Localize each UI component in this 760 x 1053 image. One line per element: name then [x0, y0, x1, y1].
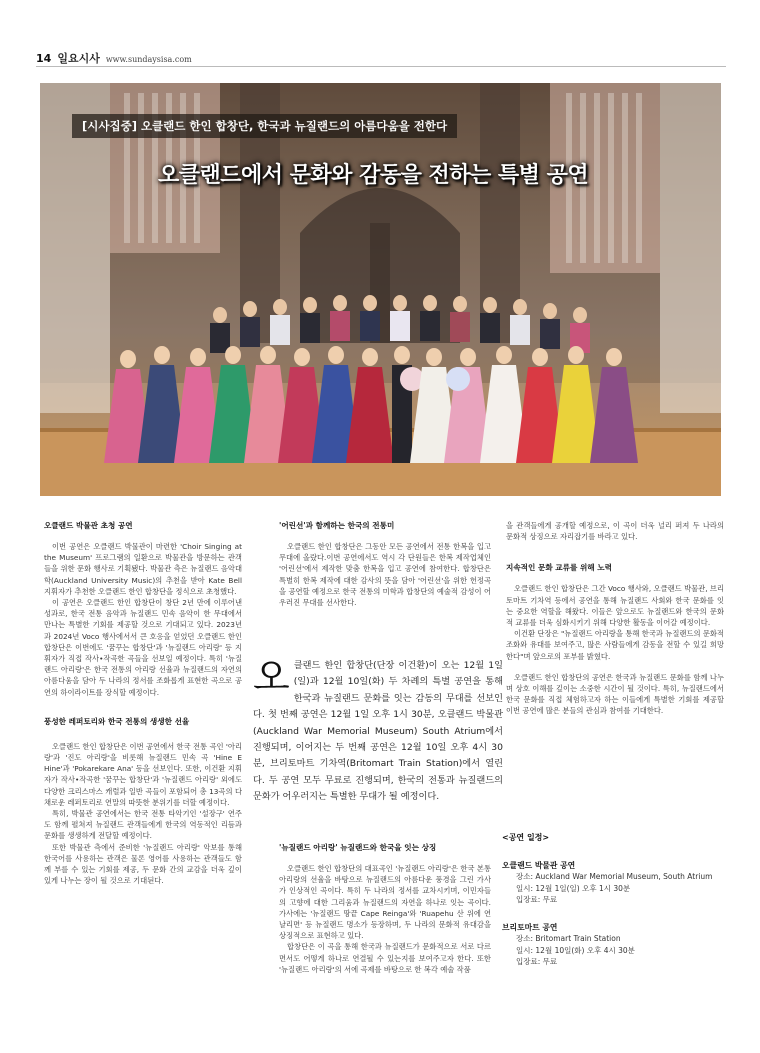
publication-url[interactable]: www.sundaysisa.com: [105, 55, 192, 64]
schedule-venue-britomart: 브리토마트 공연: [502, 922, 558, 932]
body-paragraph: 이 공연은 오클랜드 한인 합창단이 창단 2년 만에 이루어낸 성과로, 한국 전통 음악과 뉴질랜드 민속 음악이 한 무대에서 만나는 특별한 기회를 제공할 것으로 기대되고 있다. 2023년과 2024년 Voco 행사에서서 큰 호응을 얻었던 오클랜드 한인 합창단은 이번에도 '꿈꾸는 합창단'과 '뉴질랜드 아리랑' 등 지휘자가 직접 작사•작곡한 곡들을 선보일 예정이다. 특히 '뉴질랜드 아리랑'은 한국 전통의 아리랑 선율과 뉴질랜드의 자연의 아름다움을 담아 두 나라의 정서를 조화롭게 표현한 곡으로 공연의 하이라이트를 장식할 예정이다.: [44, 598, 242, 697]
section-heading-hanbok: '어린선'과 함께하는 한국의 전통미: [279, 521, 395, 530]
header-divider: [36, 66, 726, 67]
article-column-2-top: [279, 520, 491, 608]
choir-photo-illustration: [40, 83, 721, 496]
section-heading-nz-arirang: '뉴질랜드 아리랑' 뉴질랜드와 한국을 잇는 상징: [279, 843, 437, 852]
article-column-3: [506, 520, 724, 717]
schedule-title: <공연 일정>: [502, 833, 550, 842]
section-heading-museum-concert: 오클랜드 박물관 초청 공연: [44, 521, 133, 530]
choir-photo: [40, 83, 721, 496]
body-paragraph: 합창단은 이 곡을 통해 한국과 뉴질랜드가 문화적으로 서로 다르면서도 어떻게 하나로 연결될 수 있는지를 보여주고자 한다. 또한 '뉴질랜드 아리랑'의 서에 곡제를 바탕으로 한 복각 예술 작품: [279, 942, 491, 974]
schedule-venue-museum: 오클랜드 박물관 공연: [502, 860, 576, 870]
section-heading-cultural-exchange: 지속적인 문화 교류를 위해 노력: [506, 563, 612, 573]
concert-schedule: [502, 832, 727, 968]
body-paragraph: 이건환 단장은 "뉴질랜드 아리랑을 통해 한국과 뉴질랜드의 문화적 조화와 유대를 보여주고, 많은 사람들에게 감동을 전할 수 있길 희망한다"며 앞으로의 포부를 밝혔다.: [506, 629, 724, 661]
section-heading-repertoire: 풍성한 레퍼토리와 한국 전통의 생생한 선율: [44, 716, 190, 726]
publication-name: 일요시사: [57, 52, 100, 65]
body-paragraph: 이번 공연은 오클랜드 박물관이 마련한 'Choir Singing at the Museum' 프로그램의 일환으로 박물관을 방문하는 관객들을 위한 문화 행사로 기획됐다. 박물관 측은 뉴질랜드 음악대학(Auckland University Music)의 추천을 받아 Kate Bell 지휘자가 추천한 오클랜드 한인 합창단을 정식으로 초청했다.: [44, 542, 242, 596]
page-number: 14: [36, 52, 52, 65]
schedule-fee: 입장료: 무료: [516, 895, 558, 904]
lead-text: 클랜드 한인 합창단(단장 이건환)이 오는 12월 1일(일)과 12월 10일(화) 두 차례의 특별 공연을 통해 한국과 뉴질랜드 문화를 잇는 감동의 무대를 선보인다. 첫 번째 공연은 12월 1일 오후 1시 30분, 오클랜드 박물관(Auckland War Memorial Museum) South Atrium에서 진행되며, 이어지는 두 번째 공연은 12월 10일 오후 4시 30분, 브리토마트 기차역(Britomart Train Station)에서 열린다. 두 공연 모두 무료로 진행되며, 한국의 전통과 뉴질랜드의 문화가 어우러지는 특별한 무대가 될 예정이다.: [253, 660, 503, 803]
article-headline: 오클랜드에서 문화와 감동을 전하는 특별 공연: [158, 163, 589, 188]
article-banner: [시사집중] 오클랜드 한인 합창단, 한국과 뉴질랜드의 아름다움을 전한다: [72, 114, 457, 138]
body-paragraph: 오클랜드 한인 합창단의 대표곡인 '뉴질랜드 아리랑'은 한국 본통 아리랑의 선율을 바탕으로 뉴질랜드의 아름다운 풍경을 그린 가사가 인상적인 곡이다. 특히 두 나라의 정서를 교차시키며, 이민자들의 고향에 대한 그리움과 뉴질랜드의 자연을 하나로 잇는 곡이다. 가사에는 '뉴질랜드 땅끝 Cape Reinga'와 'Ruapehu 산 위에 연 날리면' 등 뉴질랜드 명소가 등장하며, 두 나라의 문화적 유대감을 상징적으로 표현하고 있다.: [279, 864, 491, 941]
schedule-date: 일시: 12월 1일(일) 오후 1시 30분: [516, 883, 631, 893]
body-paragraph: 오클랜드 한인 합창단은 그간 Voco 행사와, 오클랜드 박물관, 브리토마트 기차역 등에서 공연을 통해 뉴질랜드 사회와 한국 문화를 잇는 중요한 역할을 해왔다. 이들은 앞으로도 뉴질랜드와 한국의 문화적 교류를 더욱 심화시키기 위해 다양한 활동을 이어갈 예정이다.: [506, 584, 724, 628]
schedule-date: 일시: 12월 10일(화) 오후 4시 30분: [516, 945, 635, 955]
body-paragraph: 오클랜드 한인 합창단은 이번 공연에서 한국 전통 곡인 '아리랑'과 '진도 아리랑'을 비롯해 뉴질랜드 민속 곡 'Hine E Hine'과 'Pokarekare Ana' 등을 선보인다. 또한, 이건환 지휘자가 작사•작곡한 '꿈꾸는 합창단'과 '뉴질랜드 아리랑' 외에도 다양한 크리스마스 캐럴과 일반 곡들이 포함되어 총 13곡의 다채로운 레퍼토리로 연말의 따뜻한 분위기를 더할 예정이다.: [44, 741, 242, 807]
schedule-place: 장소: Britomart Train Station: [516, 934, 621, 943]
body-paragraph: 을 관객들에게 공개할 예정으로, 이 곡이 더욱 널리 퍼져 두 나라의 문화적 상징으로 자리잡기를 바라고 있다.: [506, 521, 724, 542]
drop-cap: 오: [253, 655, 290, 699]
schedule-fee: 입장료: 무료: [516, 957, 558, 966]
page-header: [36, 50, 726, 66]
article-lead: [253, 655, 503, 806]
body-paragraph: 오클랜드 한인 합창단은 그동안 모든 공연에서 전통 한복을 입고 무대에 올랐다.이번 공연에서도 역시 각 단원들은 한복 제작업체인 '어린선'에서 제작한 맞춤 한복을 입고 공연에 참여한다. 합창단은 특별히 한복 제작에 대한 감사의 뜻을 담아 '어린선'을 위한 헌정곡을 공연할 예정으로 한국 전통의 미학과 합창단의 예술적 감성이 어우러진 무대를 선사한다.: [279, 542, 491, 608]
schedule-place: 장소: Auckland War Memorial Museum, South Atrium: [516, 872, 713, 881]
body-paragraph: 또한 박물관 측에서 준비한 '뉴질랜드 아리랑' 악보를 통해 한국어를 사용하는 관객은 물론 영어를 사용하는 관객들도 함께 부를 수 있는 기회를 제공, 두 문화 간의 교감을 더욱 깊이 있게 나누는 장이 될 것으로 기대된다.: [44, 842, 242, 886]
article-column-1: [44, 520, 242, 886]
article-column-2-bottom: [279, 842, 491, 975]
body-paragraph: 오클랜드 한인 합창단의 공연은 한국과 뉴질랜드 문화를 함께 나누며 상호 이해를 깊이는 소중한 시간이 될 것이다. 특히, 뉴질랜드에서 한국 문화를 직접 체험하고자 하는 이들에게 특별한 기회를 제공할 이번 공연에 많은 분들의 관심과 참여를 기대한다.: [506, 672, 724, 716]
body-paragraph: 특히, 박물관 공연에서는 한국 전통 타악기인 '설장구' 연주도 함께 펼쳐져 뉴질랜드 관객들에게 한국의 역동적인 리듬과 문화를 생생하게 전달할 예정이다.: [44, 809, 242, 841]
